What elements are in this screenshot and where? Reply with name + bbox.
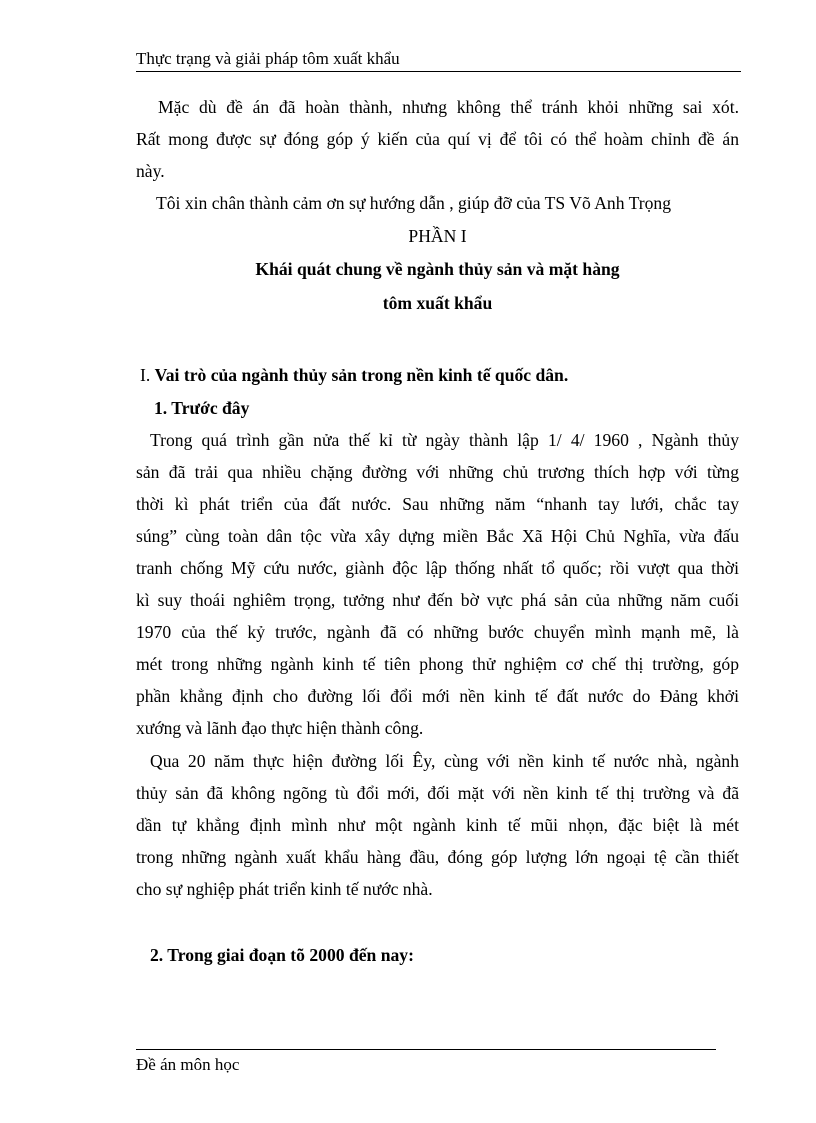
paragraph-line: cho sự nghiệp phát triển kinh tế nước nhà. — [136, 879, 433, 899]
paragraph-line: sản đã trải qua nhiều chặng đường với những chủ trương thích hợp với từng — [136, 462, 739, 482]
paragraph-line: xướng và lãnh đạo thực hiện thành công. — [136, 718, 424, 738]
part-title-line-2: tôm xuất khẩu — [382, 293, 493, 313]
paragraph-line: mét trong những ngành kinh tế tiên phong thử nghiệm cơ chế thị trường, góp — [136, 654, 739, 674]
intro-line: Rất mong được sự đóng góp ý kiến của quí vị để tôi có thể hoàm chỉnh đề án — [136, 129, 739, 149]
footer-text: Đề án môn học — [136, 1055, 240, 1074]
paragraph-line: thủy sản đã không ngõng tù đổi mới, đối mặt với nền kinh tế thị trường và đã — [136, 783, 739, 803]
paragraph-line: Qua 20 năm thực hiện đường lối Êy, cùng với nền kinh tế nước nhà, ngành — [150, 751, 739, 771]
paragraph-line: 1970 của thế kỷ trước, ngành đã có những bước chuyển mình mạnh mẽ, là — [136, 622, 739, 642]
paragraph-line: trong những ngành xuất khẩu hàng đầu, đóng góp lượng lớn ngoại tệ cần thiết — [136, 847, 739, 867]
paragraph-line: thời kì phát triển của đất nước. Sau những năm “nhanh tay lưới, chắc tay — [136, 494, 739, 514]
intro-line: này. — [136, 161, 165, 181]
section-title: Vai trò của ngành thủy sản trong nền kinh tế quốc dân. — [154, 365, 569, 385]
paragraph-line: dần tự khẳng định mình như một ngành kinh tế mũi nhọn, đặc biệt là mét — [136, 815, 739, 835]
header-title: Thực trạng và giải pháp tôm xuất khẩu — [136, 49, 400, 68]
subsection-heading: 1. Trước đây — [154, 398, 250, 418]
subsection-heading: 2. Trong giai đoạn tõ 2000 đến nay: — [150, 945, 414, 965]
section-number: I. — [140, 365, 151, 385]
paragraph-line: tranh chống Mỹ cứu nước, giành độc lập thống nhất tổ quốc; rồi vượt qua thời — [136, 558, 739, 578]
paragraph-line: Trong quá trình gần nửa thế kỉ từ ngày thành lập 1/ 4/ 1960 , Ngành thủy — [150, 430, 739, 450]
page-footer — [136, 1055, 239, 1075]
section-heading — [140, 364, 568, 386]
intro-line: Mặc dù đề án đã hoàn thành, nhưng không thể tránh khỏi những sai xót. — [158, 97, 739, 117]
paragraph-line: kì suy thoái nghiêm trọng, tưởng như đến bờ vực phá sản của những năm cuối — [136, 590, 739, 610]
page-header — [136, 49, 741, 72]
footer-divider — [136, 1049, 716, 1050]
part-label: PHẦN I — [408, 226, 467, 246]
part-title-line-1: Khái quát chung về ngành thủy sản và mặt hàng — [255, 259, 620, 279]
paragraph-line: súng” cùng toàn dân tộc vừa xây dựng miền Bắc Xã Hội Chủ Nghĩa, vừa đấu — [136, 526, 739, 546]
intro-line: Tôi xin chân thành cảm ơn sự hướng dẫn , giúp đỡ của TS Võ Anh Trọng — [156, 193, 671, 213]
paragraph-line: phần khẳng định cho đường lối đổi mới nền kinh tế đất nước do Đảng khởi — [136, 686, 739, 706]
